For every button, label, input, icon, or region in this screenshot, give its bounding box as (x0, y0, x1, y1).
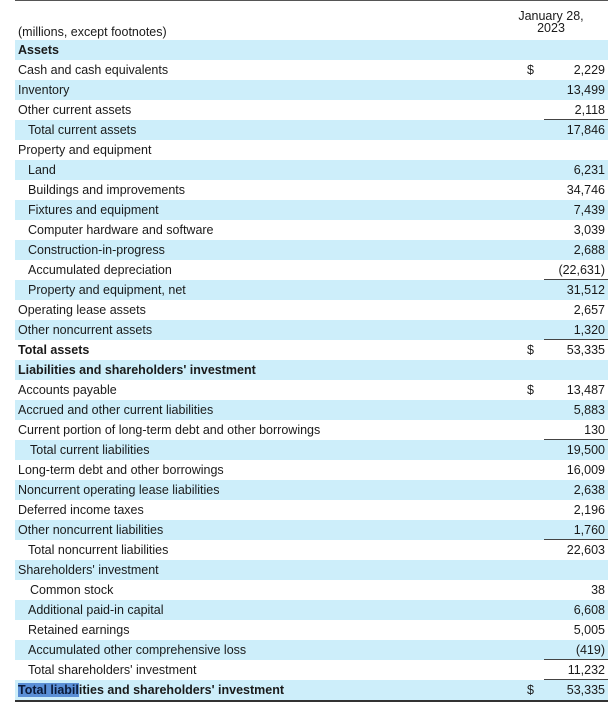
table-row-accumulated-depreciation (15, 260, 608, 280)
row-value: 5,883 (573, 403, 605, 417)
date-line-1: January 28, (518, 9, 584, 23)
table-row-fixtures-and-equipment (15, 200, 608, 220)
date-line-2: 2023 (537, 21, 565, 35)
table-row-property-and-equipment (15, 140, 608, 160)
row-value: 16,009 (566, 463, 605, 477)
row-label: Operating lease assets (18, 303, 146, 317)
row-label: Fixtures and equipment (28, 203, 159, 217)
table-row-inventory (15, 80, 608, 100)
row-label: Total current assets (28, 123, 137, 137)
row-value: 22,603 (566, 543, 605, 557)
row-value: 17,846 (566, 123, 605, 137)
table-row-buildings-and-improvements (15, 180, 608, 200)
table-row-total-assets (15, 340, 608, 360)
row-value: 3,039 (573, 223, 605, 237)
row-value: 2,229 (573, 63, 605, 77)
table-row-other-noncurrent-assets (15, 320, 608, 340)
row-label: Cash and cash equivalents (18, 63, 169, 77)
row-value: 53,335 (566, 683, 605, 697)
row-value: 31,512 (566, 283, 605, 297)
row-value: 7,439 (573, 203, 605, 217)
table-row-noncurrent-operating-lease-liabilities (15, 480, 608, 500)
row-value: 13,487 (566, 383, 605, 397)
row-value: 2,688 (573, 243, 605, 257)
row-label: Long-term debt and other borrowings (18, 463, 224, 477)
row-label: Accumulated depreciation (28, 263, 172, 277)
row-value: 19,500 (566, 443, 605, 457)
table-row-deferred-income-taxes (15, 500, 608, 520)
row-label: Deferred income taxes (18, 503, 144, 517)
table-row-total-current-liabilities (15, 440, 608, 460)
row-label: Shareholders' investment (18, 563, 159, 577)
table-row-other-current-assets (15, 100, 608, 120)
currency-symbol: $ (527, 383, 534, 397)
row-value: (22,631) (558, 263, 605, 277)
row-value: 6,608 (573, 603, 605, 617)
row-value: 2,118 (574, 103, 605, 117)
row-value: 1,760 (573, 523, 605, 537)
row-label: Total assets (18, 343, 90, 357)
row-label: Land (28, 163, 56, 177)
row-value: 5,005 (573, 623, 605, 637)
row-label: Inventory (18, 83, 70, 97)
row-value: 6,231 (573, 163, 605, 177)
table-row-computer-hardware-and-software (15, 220, 608, 240)
row-value: 2,196 (573, 503, 605, 517)
row-label: Total liabilities and shareholders' investment (18, 683, 285, 697)
table-row-total-current-assets (15, 120, 608, 140)
row-label: Retained earnings (28, 623, 130, 637)
row-label: Liabilities and shareholders' investment (18, 363, 256, 377)
table-row-common-stock (15, 580, 608, 600)
table-row-total-noncurrent-liabilities (15, 540, 608, 560)
table-row-total-shareholders-investment (15, 660, 608, 680)
row-label: Common stock (30, 583, 114, 597)
table-row-total-liabilities-and-shareholders-investment (15, 680, 608, 700)
row-label: Noncurrent operating lease liabilities (18, 483, 220, 497)
row-label: Other noncurrent liabilities (18, 523, 164, 537)
row-value: 13,499 (566, 83, 605, 97)
row-label: Computer hardware and software (28, 223, 214, 237)
row-label: Additional paid-in capital (28, 603, 164, 617)
row-value: 130 (584, 423, 605, 437)
units-caption: (millions, except footnotes) (18, 25, 167, 39)
table-row-liabilities-and-shareholders-investment (15, 360, 608, 380)
row-value: 11,232 (567, 663, 605, 677)
row-value: 34,746 (566, 183, 605, 197)
row-label: Total noncurrent liabilities (28, 543, 169, 557)
row-value: (419) (575, 643, 605, 657)
table-row-additional-paid-in-capital (15, 600, 608, 620)
table-row-assets (15, 40, 608, 60)
table-row-operating-lease-assets (15, 300, 608, 320)
column-date-header (510, 10, 592, 34)
row-value: 2,657 (573, 303, 605, 317)
row-label: Construction-in-progress (28, 243, 165, 257)
table-row-retained-earnings (15, 620, 608, 640)
row-label: Assets (18, 43, 59, 57)
table-row-accrued-and-other-current-liabilities (15, 400, 608, 420)
table-row-long-term-debt-and-other-borrowings (15, 460, 608, 480)
row-label: Buildings and improvements (28, 183, 186, 197)
text-selection-highlight: Total liabil (18, 683, 79, 697)
row-label: Total current liabilities (30, 443, 150, 457)
row-label: Current portion of long-term debt and other borrowings (18, 423, 321, 437)
currency-symbol: $ (527, 683, 534, 697)
row-label: Other current assets (18, 103, 132, 117)
row-value: 2,638 (573, 483, 605, 497)
currency-symbol: $ (527, 63, 534, 77)
table-row-shareholders-investment (15, 560, 608, 580)
table-row-current-portion-of-long-term-debt-and-other-borrowings (15, 420, 608, 440)
table-body (15, 40, 608, 700)
row-label: Other noncurrent assets (18, 323, 153, 337)
row-label: Accrued and other current liabilities (18, 403, 214, 417)
table-row-land (15, 160, 608, 180)
table-row-other-noncurrent-liabilities (15, 520, 608, 540)
table-row-property-and-equipment-net (15, 280, 608, 300)
row-value: 1,320 (573, 323, 605, 337)
table-row-cash-and-cash-equivalents (15, 60, 608, 80)
row-value: 53,335 (566, 343, 605, 357)
table-row-accumulated-other-comprehensive-loss (15, 640, 608, 660)
table-row-accounts-payable (15, 380, 608, 400)
currency-symbol: $ (527, 343, 534, 357)
row-label: Property and equipment (18, 143, 152, 157)
row-label: Accumulated other comprehensive loss (28, 643, 247, 657)
row-value: 38 (591, 583, 605, 597)
table-row-construction-in-progress (15, 240, 608, 260)
row-label: Property and equipment, net (28, 283, 186, 297)
table-header (15, 0, 608, 41)
row-label: Accounts payable (18, 383, 117, 397)
row-label: Total shareholders' investment (28, 663, 197, 677)
